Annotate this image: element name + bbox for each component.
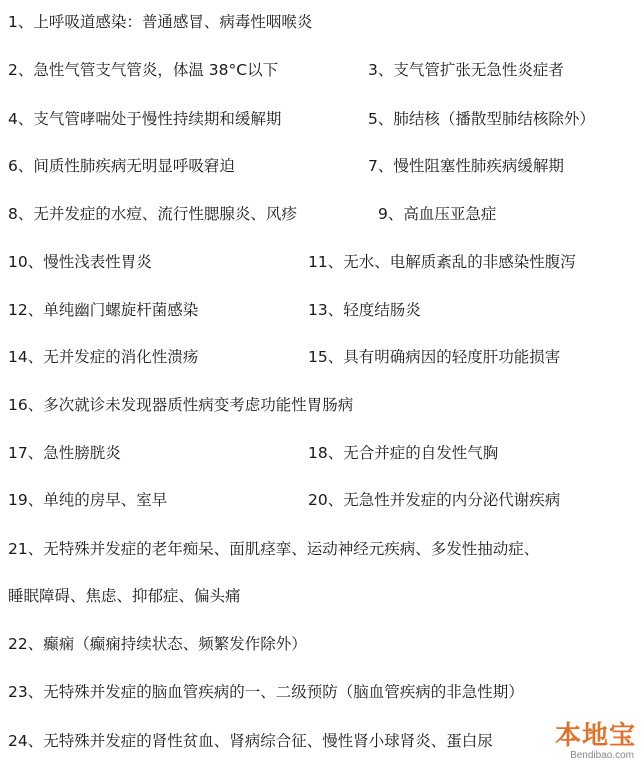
list-item-19: 19、单纯的房早、室早 [8,491,168,509]
list-line-15 [8,678,524,706]
list-item-14: 14、无并发症的消化性溃疡 [8,348,199,366]
list-item-5: 5、肺结核（播散型肺结核除外） [368,110,595,128]
list-line-10 [8,439,499,467]
list-item-15: 15、具有明确病因的轻度肝功能损害 [308,348,561,366]
list-line-13 [8,582,241,610]
list-item-10: 10、慢性浅表性胃炎 [8,253,152,271]
list-item-3: 3、支气管扩张无急性炎症者 [368,61,564,79]
list-item-4: 4、支气管哮喘处于慢性持续期和缓解期 [8,110,282,128]
list-item-9: 9、高血压亚急症 [378,205,497,223]
list-line-1 [8,8,312,36]
list-item-21: 21、无特殊并发症的老年痴呆、面肌痉挛、运动神经元疾病、多发性抽动症、 [8,540,540,558]
list-line-12 [8,535,539,563]
list-item-20: 20、无急性并发症的内分泌代谢疾病 [308,491,561,509]
list-line-16 [8,727,493,755]
list-line-2 [8,56,564,84]
list-item-21-continued: 睡眠障碍、焦虑、抑郁症、偏头痛 [8,587,241,605]
list-item-24: 24、无特殊并发症的肾性贫血、肾病综合征、慢性肾小球肾炎、蛋白尿 [8,732,493,750]
list-item-11: 11、无水、电解质紊乱的非感染性腹泻 [308,253,576,271]
list-line-6 [8,248,576,276]
list-item-13: 13、轻度结肠炎 [308,301,421,319]
list-line-8 [8,343,561,371]
list-item-22: 22、癫痫（癫痫持续状态、频繁发作除外） [8,635,307,653]
list-line-14 [8,630,307,658]
list-item-18: 18、无合并症的自发性气胸 [308,444,499,462]
list-item-12: 12、单纯幽门螺旋杆菌感染 [8,301,199,319]
list-item-16: 16、多次就诊未发现器质性病变考虑功能性胃肠病 [8,396,354,414]
list-item-23: 23、无特殊并发症的脑血管疾病的一、二级预防（脑血管疾病的非急性期） [8,683,524,701]
list-line-3 [8,105,595,133]
list-line-7 [8,296,421,324]
watermark-url: Bendibao.com [570,750,634,761]
list-item-1: 1、上呼吸道感染：普通感冒、病毒性咽喉炎 [8,13,313,31]
list-line-9 [8,391,353,419]
list-item-6: 6、间质性肺疾病无明显呼吸窘迫 [8,157,235,175]
watermark-logo: 本地宝 [554,721,636,751]
list-item-17: 17、急性膀胱炎 [8,444,121,462]
list-line-5 [8,200,497,228]
list-line-4 [8,152,564,180]
list-line-11 [8,486,561,514]
bendibao-watermark [544,715,636,761]
list-item-8: 8、无并发症的水痘、流行性腮腺炎、风疹 [8,205,297,223]
list-item-2: 2、急性气管支气管炎，体温 38°C以下 [8,61,279,79]
list-item-7: 7、慢性阻塞性肺疾病缓解期 [368,157,564,175]
